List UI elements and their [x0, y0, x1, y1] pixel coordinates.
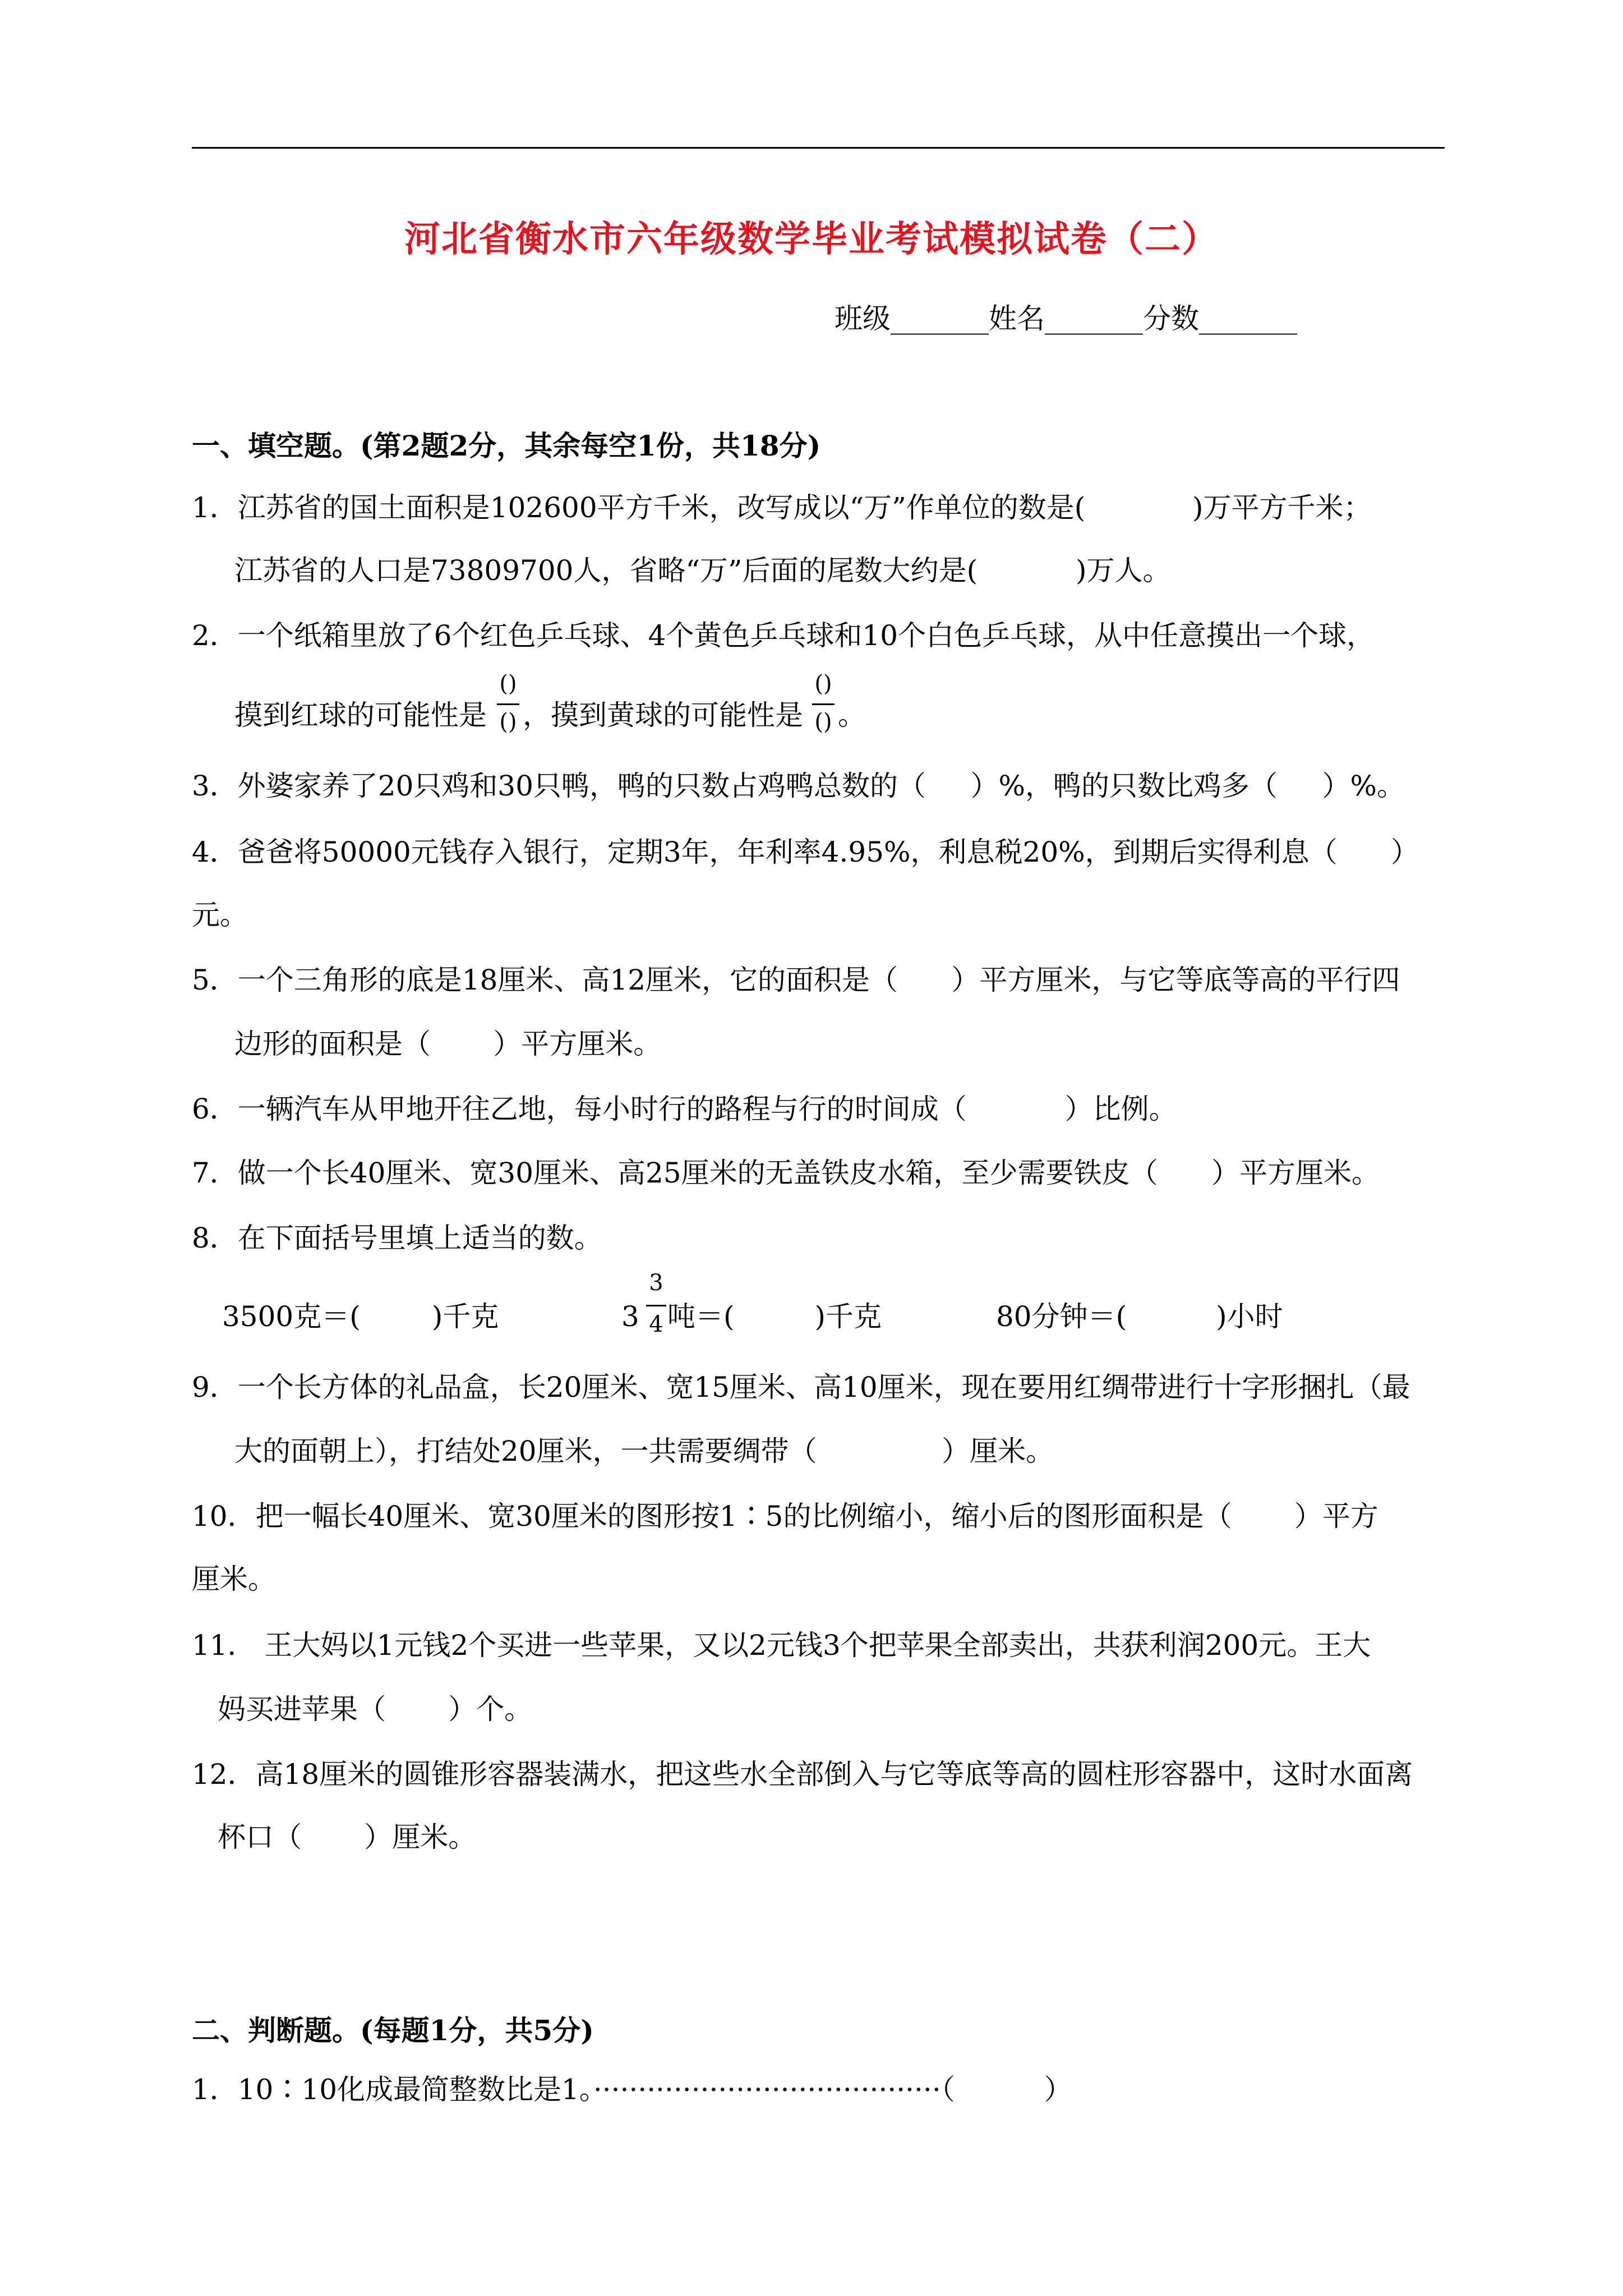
- q2-line2-part3: 。: [838, 699, 866, 731]
- q10-line1: 10．把一幅长40厘米、宽30厘米的图形按1∶5的比例缩小，缩小后的图形面积是（ ）平方: [192, 1500, 1378, 1533]
- q8-item-b-whole: 3: [621, 1300, 639, 1333]
- q8-item-a: 3500克＝( )千克: [222, 1300, 499, 1333]
- q2-line2-part1: 摸到红球的可能性是: [234, 699, 487, 731]
- q2-line2-part2: ，摸到黄球的可能性是: [523, 699, 803, 731]
- s2-q1-line: 1．10∶10化成最简整数比是1。·······································（ ）: [192, 2073, 1072, 2106]
- fraction-denominator: 4: [649, 1312, 663, 1337]
- q10-line2: 厘米。: [192, 1563, 276, 1595]
- q5-line2: 边形的面积是（ ）平方厘米。: [234, 1028, 662, 1060]
- q8-item-b-rest: 吨＝( )千克: [667, 1300, 882, 1333]
- q7-line: 7．做一个长40厘米、宽30厘米、高25厘米的无盖铁皮水箱，至少需要铁皮（ ）平方厘米。: [192, 1157, 1380, 1189]
- q5-line1: 5．一个三角形的底是18厘米、高12厘米，它的面积是（ ）平方厘米，与它等底等高的平行四: [192, 964, 1400, 996]
- q2-fraction-yellow: [812, 671, 834, 738]
- fraction-denominator: (): [499, 709, 517, 735]
- q4-line2: 元。: [192, 899, 248, 931]
- q1-line1: 1．江苏省的国土面积是102600平方千米，改写成以“万”作单位的数是( )万平方千米；: [192, 491, 1372, 524]
- fraction-numerator: (): [814, 671, 832, 697]
- exam-title: 河北省衡水市六年级数学毕业考试模拟试卷（二）: [404, 218, 1219, 260]
- q8-mixed-fraction: [646, 1270, 666, 1343]
- section2-heading: 二、判断题。(每题1分，共5分): [192, 2014, 594, 2047]
- header-rule: [192, 147, 1445, 149]
- q6-line: 6．一辆汽车从甲地开往乙地，每小时行的路程与行的时间成（ ）比例。: [192, 1093, 1177, 1125]
- q9-line1: 9．一个长方体的礼品盒，长20厘米、宽15厘米、高10厘米，现在要用红绸带进行十字形捆扎（最: [192, 1371, 1410, 1404]
- q12-line2: 杯口（ ）厘米。: [218, 1821, 477, 1853]
- q9-line2: 大的面朝上），打结处20厘米，一共需要绸带（ ）厘米。: [234, 1435, 1054, 1467]
- q8-item-c: 80分钟＝( )小时: [996, 1300, 1283, 1333]
- q2-line1: 2．一个纸箱里放了6个红色乒乓球、4个黄色乒乓球和10个白色乒乓球，从中任意摸出一个球，: [192, 619, 1375, 652]
- q11-line1: 11． 王大妈以1元钱2个买进一些苹果，又以2元钱3个把苹果全部卖出，共获利润200元。王大: [192, 1629, 1371, 1662]
- q1-line2: 江苏省的人口是73809700人，省略“万”后面的尾数大约是( )万人。: [234, 554, 1171, 587]
- q2-fraction-red: [497, 671, 519, 738]
- student-info-fields: 班级_______姓名_______分数_______: [834, 302, 1297, 335]
- fraction-numerator: 3: [649, 1270, 663, 1296]
- q4-line1: 4．爸爸将50000元钱存入银行，定期3年，年利率4.95%，利息税20%，到期后实得利息（ ）: [192, 836, 1419, 868]
- section1-heading: 一、填空题。(第2题2分，其余每空1份，共18分): [192, 429, 821, 462]
- q8-line: 8．在下面括号里填上适当的数。: [192, 1222, 602, 1254]
- q12-line1: 12．高18厘米的圆锥形容器装满水，把这些水全部倒入与它等底等高的圆柱形容器中，这时水面离: [192, 1758, 1413, 1791]
- fraction-numerator: (): [499, 671, 517, 697]
- fraction-bar: [812, 703, 834, 705]
- fraction-denominator: (): [814, 709, 832, 735]
- fraction-bar: [646, 1305, 666, 1306]
- q3-line: 3．外婆家养了20只鸡和30只鸭，鸭的只数占鸡鸭总数的（ ）%，鸭的只数比鸡多（ ）%。: [192, 770, 1405, 802]
- q11-line2: 妈买进苹果（ ）个。: [218, 1693, 533, 1726]
- fraction-bar: [497, 703, 519, 705]
